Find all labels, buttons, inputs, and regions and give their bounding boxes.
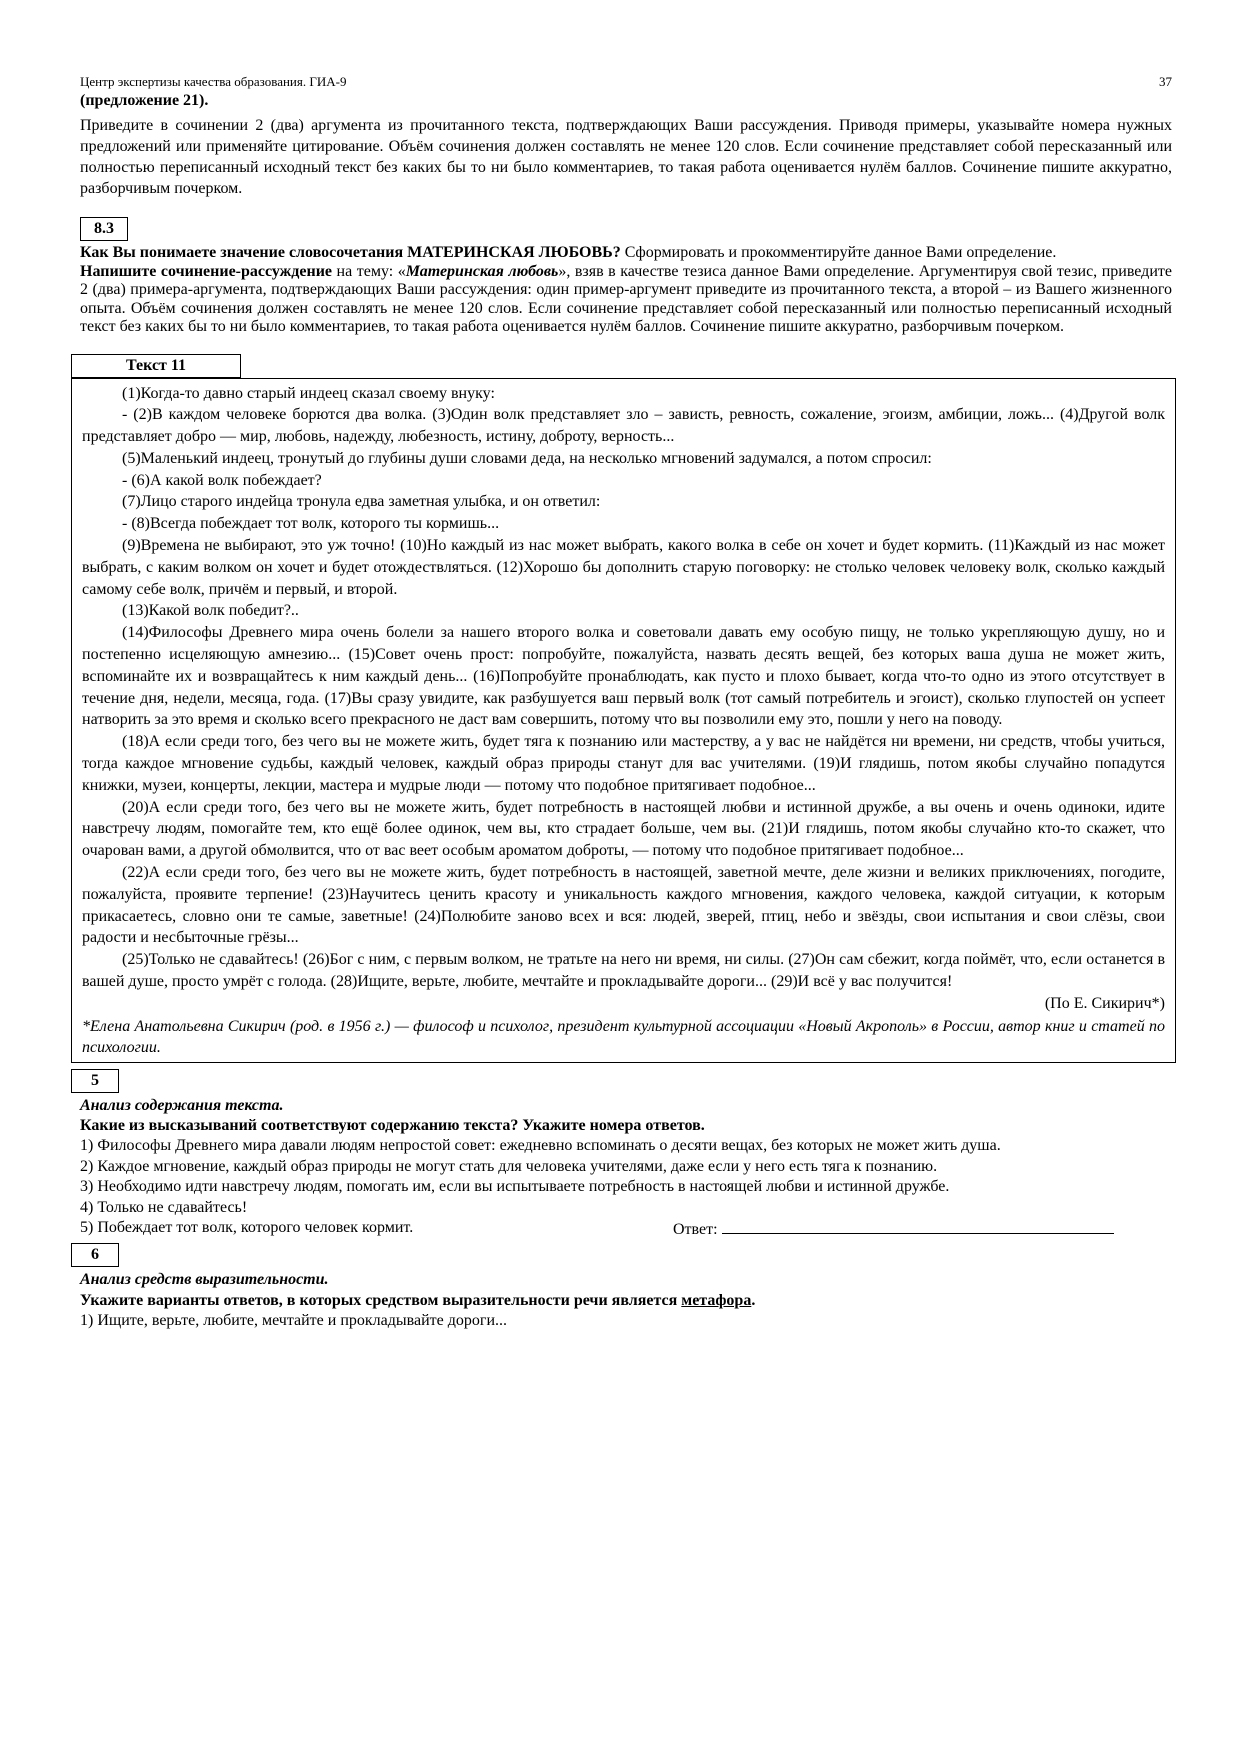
text-paragraph: (25)Только не сдавайтесь! (26)Бог с ним, с первым волком, не тратьте на него ни время, ни силы. (27)Он сам сбежит, когда поймёт, что, если останется в вашей душе, просто умрёт с голода. (28)Ищите, верьте, любите, мечтайте и прокладывайте дороги... (29)И всё у вас получится! xyxy=(82,951,1165,991)
text-paragraph: (14)Философы Древнего мира очень болели за нашего второго волка и советовали давать ему особую пищу, не только укрепляющую душу, но и постепенно исцеляющую амнезию... (15)Совет очень прост: попробуйте, пожалуйста, назвать десять вещей, без которых ваша душа не может жить, вспоминайте их и возвращайтесь к ним каждый день... (16)Попробуйте пронаблюдать, как пусто и плохо бывает, когда что-то одно из этого отсутствует в течение дня, недели, месяца, года. (17)Вы сразу увидите, как разбушуется ваш первый волк (тот самый потребитель и эгоист), сколько глупостей он успеет натворить за это время и сколько всего прекрасного не даст вам совершить, потому что вы позволили ему это, пошли у него на поводу. xyxy=(82,624,1165,729)
task-5-title: Анализ содержания текста. xyxy=(80,1096,284,1114)
text-paragraph: (7)Лицо старого индейца тронула едва заметная улыбка, и он ответил: xyxy=(122,493,601,511)
task-6-body xyxy=(80,1270,1172,1331)
intro-text: Приведите в сочинении 2 (два) аргумента из прочитанного текста, подтверждающих Ваши рассуждения. Приводя примеры, указывайте номера нужных предложений или применяйте цитирование. Объём сочинения должен составлять не менее 120 слов. Если сочинение представляет собой пересказанный или полностью переписанный исходный текст без каких бы то ни было комментариев, то такая работа оценивается нулём баллов. Сочинение пишите аккуратно, разборчивым почерком. xyxy=(80,117,1172,197)
task-5-option: 3) Необходимо идти навстречу людям, помогать им, если вы испытываете потребность в настоящей любви и истинной дружбе. xyxy=(80,1178,950,1196)
answer-field[interactable] xyxy=(673,1218,1114,1240)
text-paragraph: (20)А если среди того, без чего вы не можете жить, будет потребность в настоящей любви и истинной дружбе, а вы очень и очень одиноки, идите навстречу людям, помогайте тем, кто ещё более одинок, чем вы, кто страдает больше, чем вы. (21)И глядишь, потом якобы случайно кто-то скажет, что очарован вами, а другой обмолвится, что от вас веет особым ароматом доброты, — потому что подобное притягивает подобное... xyxy=(82,798,1165,860)
task-8-3-essay-title: Напишите сочинение-рассуждение xyxy=(80,262,333,280)
text-paragraph: (9)Времена не выбирают, это уж точно! (10)Но каждый из нас может выбрать, какого волка в себе он хочет и будет кормить. (11)Каждый из нас может выбрать, с каким волком он хочет и будет отождествляться. (12)Хорошо бы дополнить старую поговорку: не столько человек человеку волк, сколько каждый самому себе волк, причём и первый, и второй. xyxy=(82,537,1165,598)
task-6-question-end: . xyxy=(751,1291,756,1309)
task-8-3-question: Как Вы понимаете значение словосочетания МАТЕРИНСКАЯ ЛЮБОВЬ? xyxy=(80,244,621,261)
task-8-3-question-rest: Сформировать и прокомментируйте данное Вами определение. xyxy=(620,244,1057,261)
header-org: Центр экспертизы качества образования. ГИА-9 xyxy=(80,74,347,89)
text-paragraph: (13)Какой волк победит?.. xyxy=(122,602,299,620)
intro-ref: (предложение 21). xyxy=(80,92,209,109)
task-5-option: 2) Каждое мгновение, каждый образ природы не могут стать для человека учителями, даже если у него есть тяга к познанию. xyxy=(80,1157,938,1175)
task-6-term: метафора xyxy=(681,1291,752,1309)
task-6-option: 1) Ищите, верьте, любите, мечтайте и прокладывайте дороги... xyxy=(80,1312,507,1330)
answer-line[interactable] xyxy=(722,1218,1114,1234)
text-paragraph: (1)Когда-то давно старый индеец сказал своему внуку: xyxy=(122,384,495,402)
task-8-3-essay-text: », взяв в качестве тезиса данное Вами определение. Аргументируя свой тезис, приведите 2 (два) примера-аргумента, подтверждающих Ваши рассуждения: один пример-аргумент приведите из прочитанного текста, а второй – из Вашего жизненного опыта. Объём сочинения должен составлять не менее 120 слов. Если сочинение представляет собой пересказанный или полностью переписанный исходный текст без каких бы то ни было комментариев, то такая работа оценивается нулём баллов. Сочинение пишите аккуратно, разборчивым почерком. xyxy=(80,262,1172,335)
text-paragraph: (18)А если среди того, без чего вы не можете жить, будет тяга к познанию или мастерству, а у вас не найдётся ни времени, ни средств, чтобы учиться, тогда каждое мгновение судьбы, каждый человек, каждый образ природы станут для вас учителями. (19)И глядишь, потом якобы случайно попадутся книжки, музеи, концерты, лекции, мастера и мудрые люди — потому что подобное притягивает подобное... xyxy=(82,733,1165,794)
author-footnote: *Елена Анатольевна Сикирич (род. в 1956 г.) — философ и психолог, президент культурной ассоциации «Новый Акрополь» в России, автор книг и статей по психологии. xyxy=(82,1017,1165,1056)
answer-label: Ответ: xyxy=(673,1221,718,1239)
task-6-question: Укажите варианты ответов, в которых средством выразительности речи является xyxy=(80,1291,682,1309)
document-page xyxy=(80,70,1172,1332)
text-paragraph: (5)Маленький индеец, тронутый до глубины души словами деда, на несколько мгновений задумался, а потом спросил: xyxy=(122,449,932,467)
text-source: (По Е. Сикирич*) xyxy=(1044,994,1165,1012)
task-6-title: Анализ средств выразительности. xyxy=(80,1271,329,1289)
task-5-option: 4) Только не сдавайтесь! xyxy=(80,1198,248,1216)
text-11-label: Текст 11 xyxy=(71,354,241,378)
page-header xyxy=(80,70,1172,90)
task-5-label: 5 xyxy=(71,1069,119,1093)
task-5-body xyxy=(80,1096,1172,1239)
task-5-question: Какие из высказываний соответствуют содержанию текста? Укажите номера ответов. xyxy=(80,1117,705,1135)
text-paragraph: - (2)В каждом человеке борются два волка. (3)Один волк представляет зло – зависть, ревность, сожаление, эгоизм, амбиции, ложь... (4)Другой волк представляет добро — мир, любовь, надежду, любезность, истину, доброту, верность... xyxy=(82,406,1165,446)
text-11-box xyxy=(71,378,1176,1063)
task-5-option: 5) Побеждает тот волк, которого человек кормит. xyxy=(80,1219,414,1237)
task-8-3-essay-topic: Материнская любовь xyxy=(405,262,559,280)
text-paragraph: (22)А если среди того, без чего вы не можете жить, будет потребность в настоящей, заветной мечте, деле жизни и великих приключениях, погодите, пожалуйста, проявите терпение! (23)Научитесь ценить красоту и уникальность каждого мгновения, каждого человека, каждой ситуации, к которым прикасаетесь, словно они те самые, заветные! (24)Полюбите заново всех и вся: людей, зверей, птиц, небо и звёзды, свои испытания и свои слёзы, свои радости и несбыточные грёзы... xyxy=(82,864,1165,947)
task-8-3-body xyxy=(80,244,1172,337)
task-5-last-row xyxy=(80,1218,1172,1238)
task-6-label: 6 xyxy=(71,1243,119,1267)
page-number: 37 xyxy=(1159,74,1172,89)
task-8-3-label: 8.3 xyxy=(80,217,128,241)
task-5-option: 1) Философы Древнего мира давали людям непростой совет: ежедневно вспоминать о десяти вещах, без которых не может жить душа. xyxy=(80,1137,1001,1155)
task-8-3-essay-mid1: на тему: « xyxy=(332,262,406,280)
text-paragraph: - (8)Всегда побеждает тот волк, которого ты кормишь... xyxy=(122,515,500,533)
text-paragraph: - (6)А какой волк побеждает? xyxy=(122,471,322,489)
